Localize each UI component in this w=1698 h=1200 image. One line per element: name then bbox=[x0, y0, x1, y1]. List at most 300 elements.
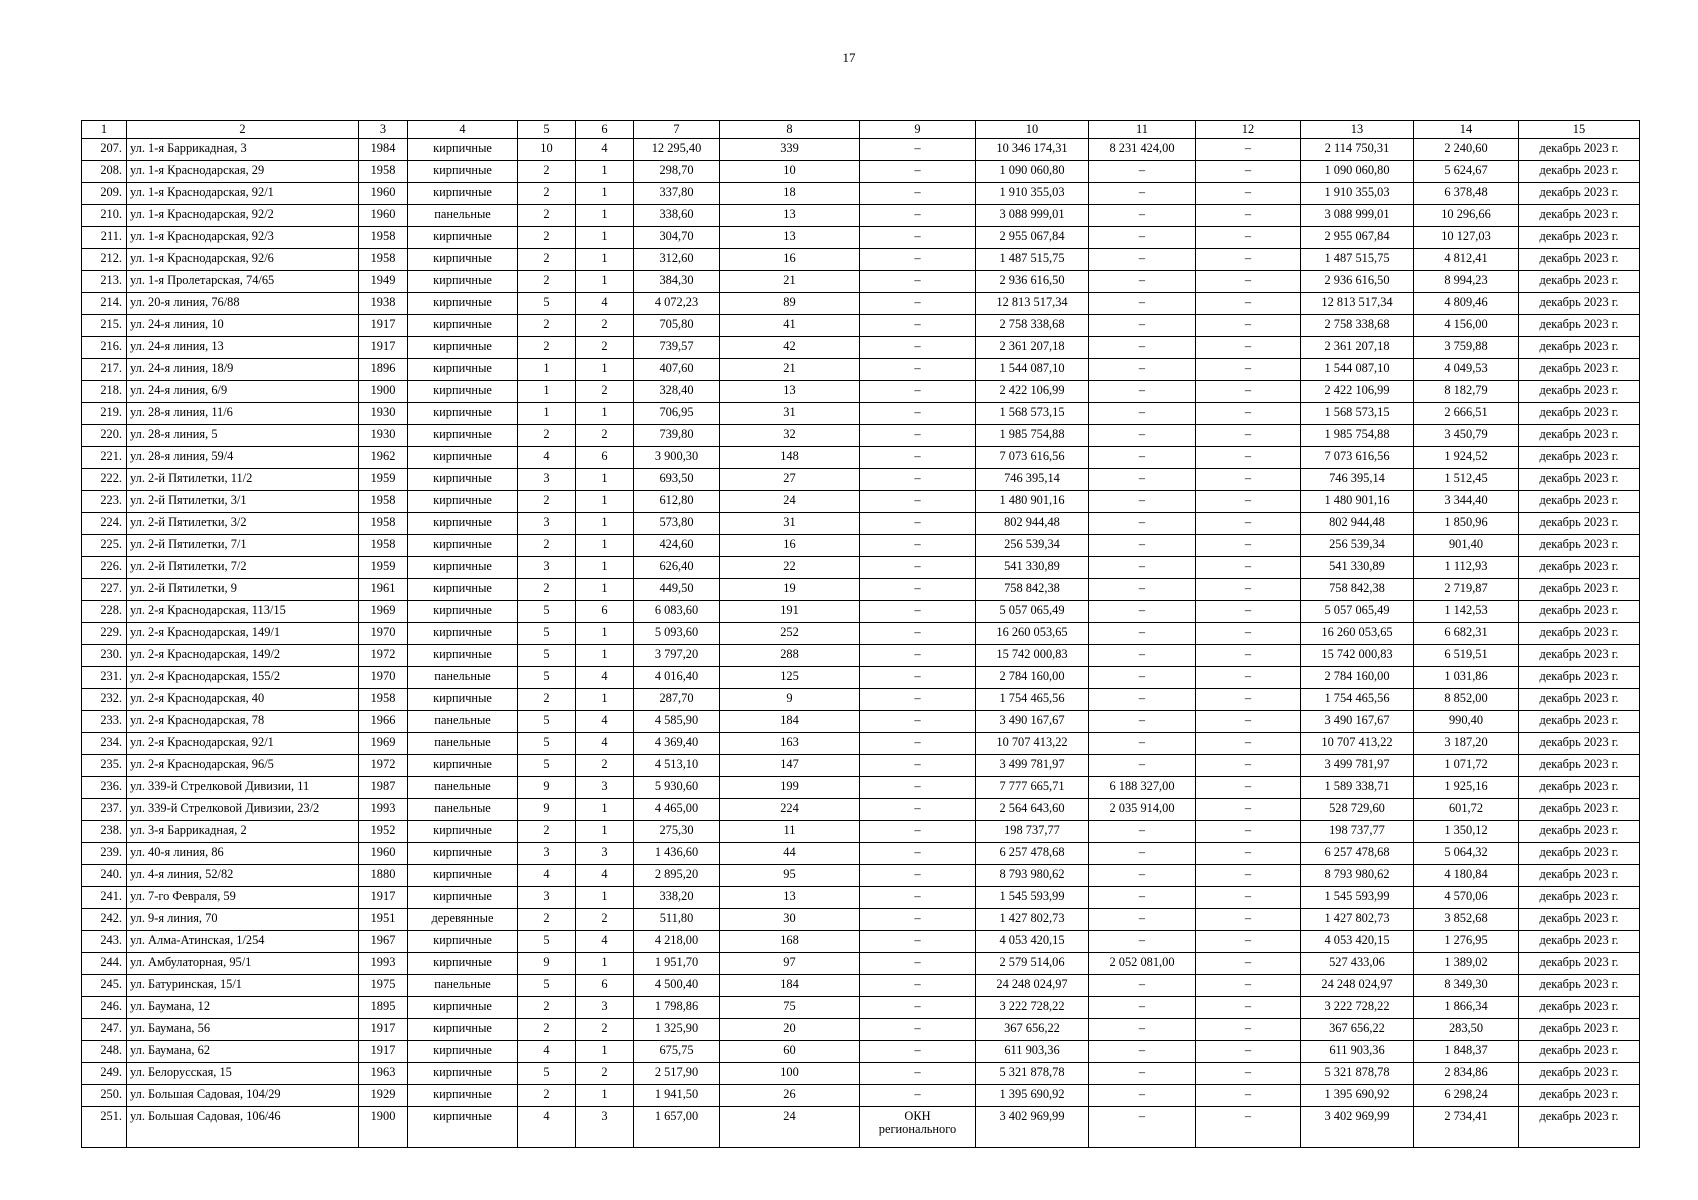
table-cell: – bbox=[1089, 1107, 1196, 1148]
table-cell: 5 bbox=[518, 293, 576, 315]
table-cell: 287,70 bbox=[634, 689, 720, 711]
table-cell: 256 539,34 bbox=[1301, 535, 1414, 557]
table-cell: декабрь 2023 г. bbox=[1519, 909, 1640, 931]
table-row bbox=[82, 557, 1640, 579]
table-cell: 224 bbox=[720, 799, 860, 821]
table-cell: 1959 bbox=[359, 557, 408, 579]
table-cell: 1993 bbox=[359, 953, 408, 975]
column-number: 2 bbox=[127, 121, 359, 139]
table-cell: декабрь 2023 г. bbox=[1519, 249, 1640, 271]
table-cell: 4 053 420,15 bbox=[1301, 931, 1414, 953]
table-cell: 10 296,66 bbox=[1414, 205, 1519, 227]
table-cell: – bbox=[1196, 579, 1301, 601]
table-cell: декабрь 2023 г. bbox=[1519, 623, 1640, 645]
table-cell: 198 737,77 bbox=[976, 821, 1089, 843]
table-cell: – bbox=[860, 205, 976, 227]
table-cell: 3 bbox=[518, 513, 576, 535]
table-row bbox=[82, 953, 1640, 975]
table-cell: 18 bbox=[720, 183, 860, 205]
table-cell: кирпичные bbox=[408, 623, 518, 645]
table-cell: 626,40 bbox=[634, 557, 720, 579]
table-cell: 1917 bbox=[359, 887, 408, 909]
table-cell: 1917 bbox=[359, 315, 408, 337]
table-cell: 10 bbox=[720, 161, 860, 183]
table-cell: 199 bbox=[720, 777, 860, 799]
table-row bbox=[82, 821, 1640, 843]
table-cell: 236. bbox=[82, 777, 127, 799]
table-cell: 1 142,53 bbox=[1414, 601, 1519, 623]
table-cell: 6 682,31 bbox=[1414, 623, 1519, 645]
table-row bbox=[82, 315, 1640, 337]
table-cell: 2 758 338,68 bbox=[1301, 315, 1414, 337]
table-cell: кирпичные bbox=[408, 645, 518, 667]
table-cell: кирпичные bbox=[408, 557, 518, 579]
table-cell: 1 568 573,15 bbox=[1301, 403, 1414, 425]
table-cell: 1 395 690,92 bbox=[1301, 1085, 1414, 1107]
table-cell: – bbox=[1196, 381, 1301, 403]
table-cell: 222. bbox=[82, 469, 127, 491]
table-cell: – bbox=[1196, 557, 1301, 579]
table-cell: – bbox=[1089, 931, 1196, 953]
table-cell: 4 bbox=[576, 733, 634, 755]
table-cell: 1952 bbox=[359, 821, 408, 843]
table-cell: 1 bbox=[576, 249, 634, 271]
table-cell: 739,57 bbox=[634, 337, 720, 359]
table-row bbox=[82, 931, 1640, 953]
table-cell: 3 bbox=[576, 1107, 634, 1148]
table-cell: – bbox=[860, 755, 976, 777]
table-cell: – bbox=[1196, 139, 1301, 161]
table-row bbox=[82, 843, 1640, 865]
table-cell: – bbox=[1089, 337, 1196, 359]
table-cell: 6 bbox=[576, 975, 634, 997]
table-cell: 298,70 bbox=[634, 161, 720, 183]
table-cell: 32 bbox=[720, 425, 860, 447]
table-cell: 1 544 087,10 bbox=[1301, 359, 1414, 381]
column-number: 10 bbox=[976, 121, 1089, 139]
table-cell: 225. bbox=[82, 535, 127, 557]
table-cell: ул. 3-я Баррикадная, 2 bbox=[127, 821, 359, 843]
table-cell: 304,70 bbox=[634, 227, 720, 249]
table-cell: 1 754 465,56 bbox=[976, 689, 1089, 711]
table-cell: 1 350,12 bbox=[1414, 821, 1519, 843]
table-cell: 1900 bbox=[359, 381, 408, 403]
table-cell: 1 925,16 bbox=[1414, 777, 1519, 799]
table-cell: 210. bbox=[82, 205, 127, 227]
table-cell: 21 bbox=[720, 271, 860, 293]
table-cell: декабрь 2023 г. bbox=[1519, 887, 1640, 909]
table-cell: 1 866,34 bbox=[1414, 997, 1519, 1019]
table-cell: 12 813 517,34 bbox=[976, 293, 1089, 315]
table-cell: 8 793 980,62 bbox=[976, 865, 1089, 887]
table-cell: 283,50 bbox=[1414, 1019, 1519, 1041]
column-number: 5 bbox=[518, 121, 576, 139]
table-cell: – bbox=[1089, 667, 1196, 689]
table-cell: 1929 bbox=[359, 1085, 408, 1107]
table-cell: 1966 bbox=[359, 711, 408, 733]
table-cell: 4 570,06 bbox=[1414, 887, 1519, 909]
table-cell: 802 944,48 bbox=[976, 513, 1089, 535]
table-cell: – bbox=[1196, 161, 1301, 183]
table-cell: 1 985 754,88 bbox=[1301, 425, 1414, 447]
table-cell: кирпичные bbox=[408, 381, 518, 403]
table-cell: 2 579 514,06 bbox=[976, 953, 1089, 975]
table-cell: 2 361 207,18 bbox=[976, 337, 1089, 359]
table-cell: 231. bbox=[82, 667, 127, 689]
table-cell: 1 bbox=[576, 821, 634, 843]
table-cell: 44 bbox=[720, 843, 860, 865]
table-cell: 1 bbox=[576, 579, 634, 601]
table-cell: 2 bbox=[518, 1019, 576, 1041]
table-cell: декабрь 2023 г. bbox=[1519, 513, 1640, 535]
table-cell: 217. bbox=[82, 359, 127, 381]
table-cell: декабрь 2023 г. bbox=[1519, 1085, 1640, 1107]
table-cell: 6 257 478,68 bbox=[976, 843, 1089, 865]
table-cell: 1930 bbox=[359, 403, 408, 425]
table-cell: декабрь 2023 г. bbox=[1519, 953, 1640, 975]
table-cell: 2 035 914,00 bbox=[1089, 799, 1196, 821]
table-cell: 1960 bbox=[359, 183, 408, 205]
table-cell: 1 395 690,92 bbox=[976, 1085, 1089, 1107]
table-cell: 2 bbox=[518, 315, 576, 337]
table-cell: 8 349,30 bbox=[1414, 975, 1519, 997]
table-cell: 288 bbox=[720, 645, 860, 667]
table-cell: ул. Алма-Атинская, 1/254 bbox=[127, 931, 359, 953]
table-cell: 125 bbox=[720, 667, 860, 689]
table-cell: 1951 bbox=[359, 909, 408, 931]
table-cell: ул. 2-й Пятилетки, 9 bbox=[127, 579, 359, 601]
table-cell: 2 bbox=[518, 909, 576, 931]
table-row bbox=[82, 227, 1640, 249]
table-cell: кирпичные bbox=[408, 1041, 518, 1063]
table-cell: 2 734,41 bbox=[1414, 1107, 1519, 1148]
table-cell: 5 bbox=[518, 667, 576, 689]
table-row bbox=[82, 381, 1640, 403]
table-row bbox=[82, 755, 1640, 777]
table-cell: 1 848,37 bbox=[1414, 1041, 1519, 1063]
table-cell: 3 900,30 bbox=[634, 447, 720, 469]
table-cell: 4 bbox=[576, 667, 634, 689]
table-cell: 1 bbox=[576, 491, 634, 513]
table-cell: кирпичные bbox=[408, 601, 518, 623]
table-cell: 1 427 802,73 bbox=[1301, 909, 1414, 931]
table-cell: – bbox=[860, 161, 976, 183]
table-cell: 97 bbox=[720, 953, 860, 975]
table-cell: ул. 1-я Краснодарская, 92/6 bbox=[127, 249, 359, 271]
table-cell: декабрь 2023 г. bbox=[1519, 359, 1640, 381]
table-cell: – bbox=[860, 975, 976, 997]
table-cell: 2 955 067,84 bbox=[976, 227, 1089, 249]
table-cell: – bbox=[1089, 755, 1196, 777]
table-cell: 8 994,23 bbox=[1414, 271, 1519, 293]
table-cell: ул. 2-я Краснодарская, 113/15 bbox=[127, 601, 359, 623]
table-cell: кирпичные bbox=[408, 227, 518, 249]
table-row bbox=[82, 1063, 1640, 1085]
table-cell: 223. bbox=[82, 491, 127, 513]
table-cell: кирпичные bbox=[408, 579, 518, 601]
table-cell: – bbox=[1089, 381, 1196, 403]
table-cell: – bbox=[1196, 733, 1301, 755]
column-number: 11 bbox=[1089, 121, 1196, 139]
table-cell: 2 bbox=[518, 271, 576, 293]
table-row bbox=[82, 623, 1640, 645]
table-cell: 208. bbox=[82, 161, 127, 183]
table-cell: 213. bbox=[82, 271, 127, 293]
table-cell: – bbox=[860, 557, 976, 579]
table-cell: 1 544 087,10 bbox=[976, 359, 1089, 381]
table-cell: – bbox=[1196, 1063, 1301, 1085]
table-cell: – bbox=[1196, 755, 1301, 777]
table-cell: 1 bbox=[576, 403, 634, 425]
table-cell: ул. 2-й Пятилетки, 3/2 bbox=[127, 513, 359, 535]
table-cell: деревянные bbox=[408, 909, 518, 931]
table-cell: кирпичные bbox=[408, 931, 518, 953]
table-cell: 89 bbox=[720, 293, 860, 315]
table-cell: декабрь 2023 г. bbox=[1519, 557, 1640, 579]
table-cell: 24 bbox=[720, 491, 860, 513]
table-cell: 232. bbox=[82, 689, 127, 711]
table-cell: 2 758 338,68 bbox=[976, 315, 1089, 337]
table-cell: 2 052 081,00 bbox=[1089, 953, 1196, 975]
column-number: 13 bbox=[1301, 121, 1414, 139]
table-cell: – bbox=[1196, 513, 1301, 535]
table-cell: 21 bbox=[720, 359, 860, 381]
table-cell: декабрь 2023 г. bbox=[1519, 227, 1640, 249]
table-cell: – bbox=[860, 293, 976, 315]
table-cell: 148 bbox=[720, 447, 860, 469]
table-cell: ул. 28-я линия, 59/4 bbox=[127, 447, 359, 469]
table-row bbox=[82, 887, 1640, 909]
table-cell: 250. bbox=[82, 1085, 127, 1107]
table-cell: 2 bbox=[518, 821, 576, 843]
table-cell: 5 bbox=[518, 931, 576, 953]
table-cell: 2 bbox=[518, 535, 576, 557]
table-cell: декабрь 2023 г. bbox=[1519, 601, 1640, 623]
table-cell: панельные bbox=[408, 711, 518, 733]
table-cell: ул. 2-й Пятилетки, 7/1 bbox=[127, 535, 359, 557]
table-cell: 22 bbox=[720, 557, 860, 579]
table-cell: 1 bbox=[576, 359, 634, 381]
table-cell: 226. bbox=[82, 557, 127, 579]
table-cell: – bbox=[1196, 535, 1301, 557]
table-cell: 2 955 067,84 bbox=[1301, 227, 1414, 249]
table-cell: 11 bbox=[720, 821, 860, 843]
table-cell: декабрь 2023 г. bbox=[1519, 777, 1640, 799]
table-cell: кирпичные bbox=[408, 513, 518, 535]
column-number: 14 bbox=[1414, 121, 1519, 139]
table-cell: декабрь 2023 г. bbox=[1519, 711, 1640, 733]
table-cell: – bbox=[860, 535, 976, 557]
table-cell: 1 090 060,80 bbox=[976, 161, 1089, 183]
column-number: 6 bbox=[576, 121, 634, 139]
table-cell: ул. 4-я линия, 52/82 bbox=[127, 865, 359, 887]
table-cell: 6 257 478,68 bbox=[1301, 843, 1414, 865]
table-cell: – bbox=[1089, 271, 1196, 293]
table-cell: 3 bbox=[518, 887, 576, 909]
table-cell: – bbox=[1089, 1063, 1196, 1085]
table-cell: 2 422 106,99 bbox=[1301, 381, 1414, 403]
table-cell: 1917 bbox=[359, 337, 408, 359]
table-cell: 1 bbox=[518, 403, 576, 425]
table-cell: – bbox=[860, 249, 976, 271]
table-cell: 6 298,24 bbox=[1414, 1085, 1519, 1107]
table-cell: 5 057 065,49 bbox=[976, 601, 1089, 623]
table-cell: – bbox=[1196, 667, 1301, 689]
table-cell: – bbox=[1196, 953, 1301, 975]
table-cell: 1962 bbox=[359, 447, 408, 469]
table-cell: – bbox=[860, 403, 976, 425]
table-cell: 1 924,52 bbox=[1414, 447, 1519, 469]
table-cell: – bbox=[1196, 425, 1301, 447]
table-cell: панельные bbox=[408, 799, 518, 821]
table-cell: 2 bbox=[576, 315, 634, 337]
table-cell: 15 742 000,83 bbox=[1301, 645, 1414, 667]
table-cell: ул. Белорусская, 15 bbox=[127, 1063, 359, 1085]
table-row bbox=[82, 975, 1640, 997]
table-row bbox=[82, 1041, 1640, 1063]
table-cell: 1917 bbox=[359, 1041, 408, 1063]
table-cell: 1 bbox=[576, 1041, 634, 1063]
table-cell: 3 797,20 bbox=[634, 645, 720, 667]
table-cell: кирпичные bbox=[408, 161, 518, 183]
table-cell: 1969 bbox=[359, 601, 408, 623]
table-cell: 1 bbox=[576, 1085, 634, 1107]
table-cell: 4 218,00 bbox=[634, 931, 720, 953]
table-cell: ул. 20-я линия, 76/88 bbox=[127, 293, 359, 315]
table-cell: 2 564 643,60 bbox=[976, 799, 1089, 821]
table-cell: 3 bbox=[518, 557, 576, 579]
table-cell: 7 073 616,56 bbox=[976, 447, 1089, 469]
table-cell: 8 182,79 bbox=[1414, 381, 1519, 403]
table-cell: 1895 bbox=[359, 997, 408, 1019]
table-cell: – bbox=[1196, 205, 1301, 227]
table-cell: ул. 2-я Краснодарская, 149/2 bbox=[127, 645, 359, 667]
table-cell: декабрь 2023 г. bbox=[1519, 931, 1640, 953]
table-cell: 5 bbox=[518, 755, 576, 777]
table-cell: 2 bbox=[518, 183, 576, 205]
table-cell: – bbox=[1196, 183, 1301, 205]
table-cell: – bbox=[1196, 821, 1301, 843]
table-cell: 1 798,86 bbox=[634, 997, 720, 1019]
table-cell: 2 bbox=[518, 161, 576, 183]
table-cell: 1 bbox=[576, 799, 634, 821]
table-cell: декабрь 2023 г. bbox=[1519, 469, 1640, 491]
table-cell: – bbox=[860, 777, 976, 799]
table-cell: 5 bbox=[518, 733, 576, 755]
table-cell: декабрь 2023 г. bbox=[1519, 161, 1640, 183]
table-cell: 1 436,60 bbox=[634, 843, 720, 865]
table-cell: 1987 bbox=[359, 777, 408, 799]
table-cell: 601,72 bbox=[1414, 799, 1519, 821]
table-cell: ул. 1-я Краснодарская, 92/2 bbox=[127, 205, 359, 227]
table-cell: – bbox=[1196, 623, 1301, 645]
table-cell: 1 850,96 bbox=[1414, 513, 1519, 535]
table-cell: – bbox=[1089, 997, 1196, 1019]
table-cell: 528 729,60 bbox=[1301, 799, 1414, 821]
table-cell: 242. bbox=[82, 909, 127, 931]
column-number: 12 bbox=[1196, 121, 1301, 139]
table-cell: 5 624,67 bbox=[1414, 161, 1519, 183]
table-cell: – bbox=[1196, 931, 1301, 953]
table-cell: декабрь 2023 г. bbox=[1519, 205, 1640, 227]
table-cell: декабрь 2023 г. bbox=[1519, 139, 1640, 161]
table-cell: 1972 bbox=[359, 645, 408, 667]
table-cell: 1 487 515,75 bbox=[1301, 249, 1414, 271]
table-cell: – bbox=[860, 491, 976, 513]
table-cell: – bbox=[860, 1041, 976, 1063]
table-cell: 328,40 bbox=[634, 381, 720, 403]
table-cell: 1993 bbox=[359, 799, 408, 821]
table-cell: 191 bbox=[720, 601, 860, 623]
table-cell: 4 bbox=[576, 139, 634, 161]
table-row bbox=[82, 777, 1640, 799]
table-cell: 3 490 167,67 bbox=[976, 711, 1089, 733]
table-cell: 8 793 980,62 bbox=[1301, 865, 1414, 887]
table-cell: 746 395,14 bbox=[976, 469, 1089, 491]
table-cell: 2 895,20 bbox=[634, 865, 720, 887]
table-cell: – bbox=[1089, 557, 1196, 579]
table-cell: 248. bbox=[82, 1041, 127, 1063]
table-cell: 1 bbox=[576, 623, 634, 645]
table-cell: 1930 bbox=[359, 425, 408, 447]
table-cell: 2 784 160,00 bbox=[976, 667, 1089, 689]
table-cell: 3 222 728,22 bbox=[976, 997, 1089, 1019]
table-row bbox=[82, 1085, 1640, 1107]
table-cell: 2 bbox=[518, 205, 576, 227]
table-cell: 241. bbox=[82, 887, 127, 909]
table-cell: 75 bbox=[720, 997, 860, 1019]
table-cell: ул. 1-я Пролетарская, 74/65 bbox=[127, 271, 359, 293]
table-cell: – bbox=[860, 997, 976, 1019]
table-cell: – bbox=[1196, 271, 1301, 293]
table-cell: декабрь 2023 г. bbox=[1519, 799, 1640, 821]
table-cell: 1 bbox=[576, 205, 634, 227]
table-cell: 1958 bbox=[359, 513, 408, 535]
table-cell: 5 057 065,49 bbox=[1301, 601, 1414, 623]
table-cell: кирпичные bbox=[408, 843, 518, 865]
table-cell: декабрь 2023 г. bbox=[1519, 975, 1640, 997]
table-row bbox=[82, 337, 1640, 359]
table-cell: 2 bbox=[576, 755, 634, 777]
table-cell: ул. Большая Садовая, 106/46 bbox=[127, 1107, 359, 1148]
table-cell: 6 bbox=[576, 601, 634, 623]
table-cell: декабрь 2023 г. bbox=[1519, 1041, 1640, 1063]
table-row bbox=[82, 139, 1640, 161]
table-cell: 184 bbox=[720, 975, 860, 997]
table-cell: 4 bbox=[518, 1107, 576, 1148]
table-cell: – bbox=[1089, 491, 1196, 513]
table-cell: декабрь 2023 г. bbox=[1519, 381, 1640, 403]
table-cell: 1 bbox=[576, 161, 634, 183]
table-cell: – bbox=[860, 623, 976, 645]
table-cell: 13 bbox=[720, 227, 860, 249]
table-cell: 24 248 024,97 bbox=[1301, 975, 1414, 997]
table-cell: 1 325,90 bbox=[634, 1019, 720, 1041]
table-cell: – bbox=[860, 1019, 976, 1041]
table-cell: 511,80 bbox=[634, 909, 720, 931]
table-cell: 706,95 bbox=[634, 403, 720, 425]
table-cell: 1 754 465,56 bbox=[1301, 689, 1414, 711]
table-cell: кирпичные bbox=[408, 139, 518, 161]
table-cell: – bbox=[1089, 843, 1196, 865]
table-cell: 2 bbox=[576, 1063, 634, 1085]
table-cell: – bbox=[1196, 689, 1301, 711]
table-cell: 1 427 802,73 bbox=[976, 909, 1089, 931]
table-cell: 230. bbox=[82, 645, 127, 667]
table-cell: 611 903,36 bbox=[976, 1041, 1089, 1063]
table-cell: декабрь 2023 г. bbox=[1519, 689, 1640, 711]
table-cell: – bbox=[1089, 161, 1196, 183]
